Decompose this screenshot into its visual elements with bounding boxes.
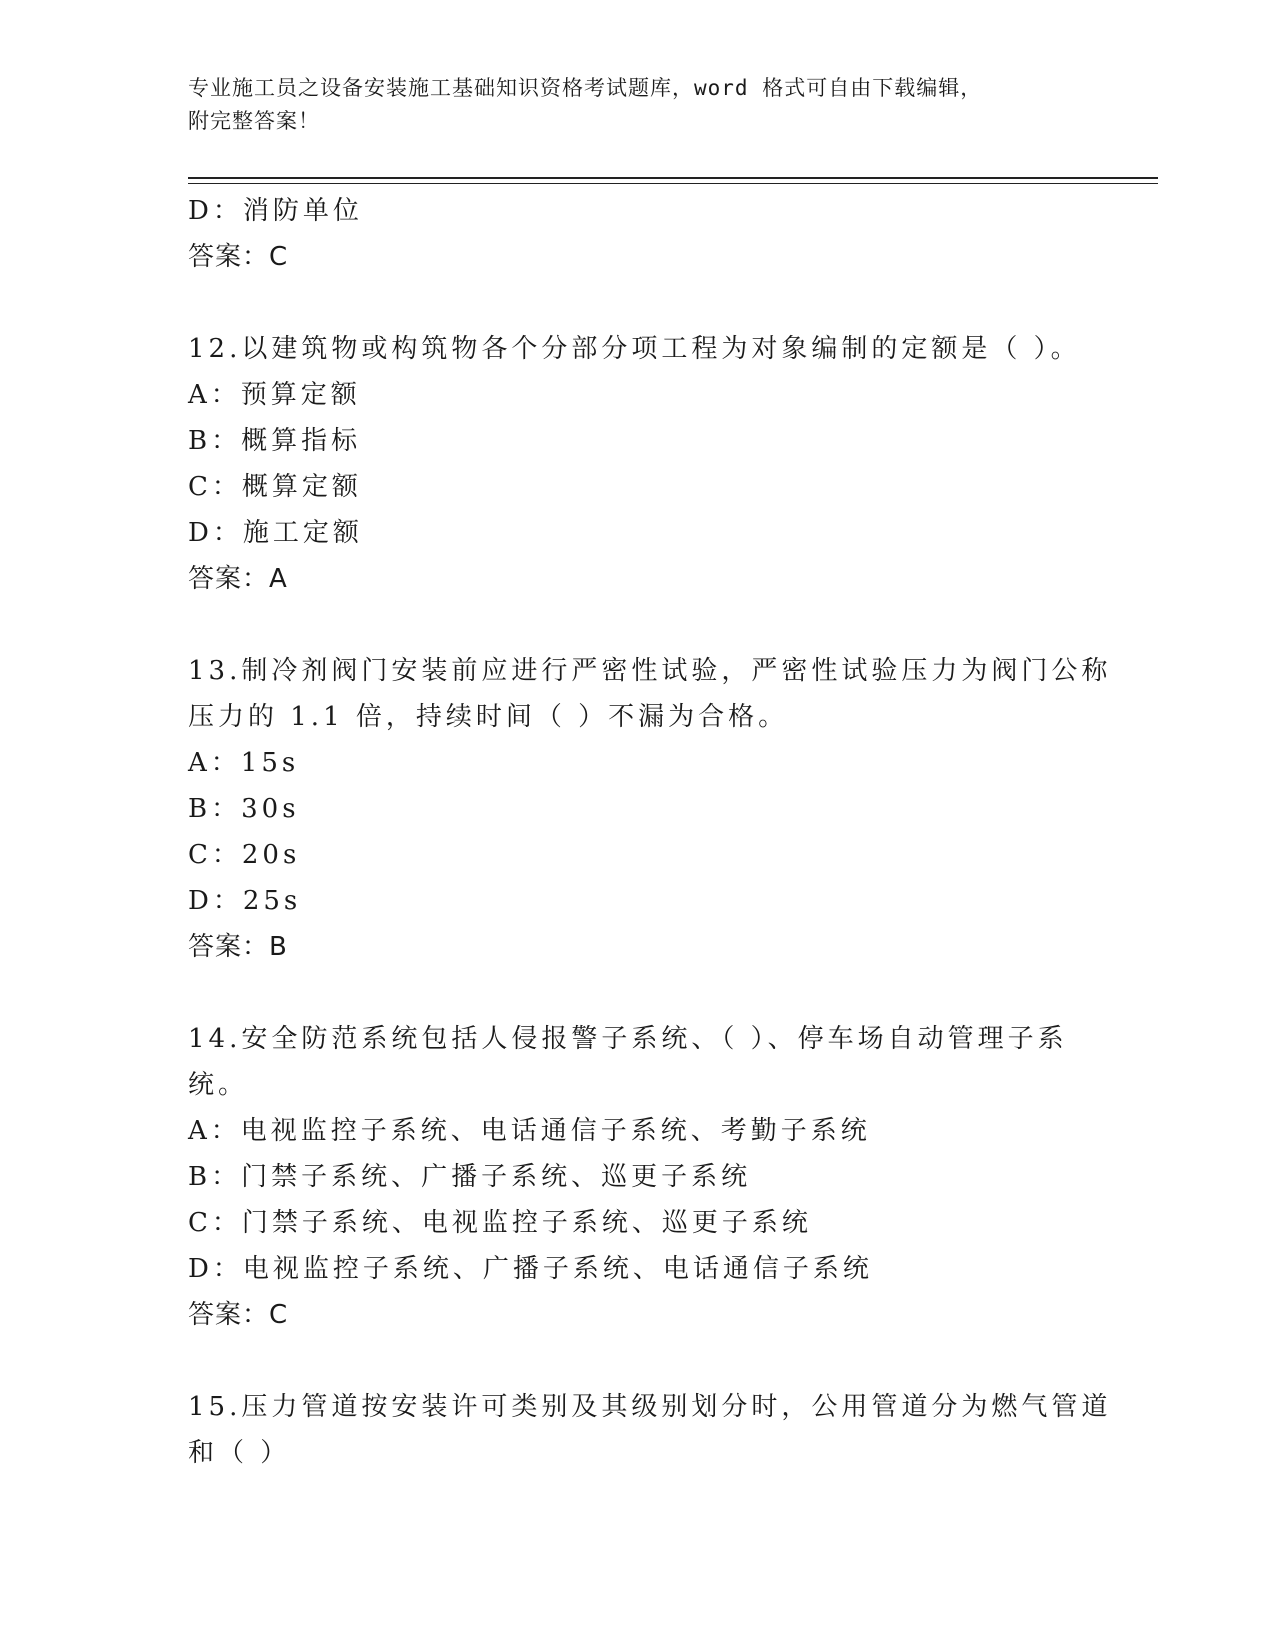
question-text-cont: 和（ ） [188, 1438, 291, 1468]
answer: 答案：A [188, 564, 288, 594]
option-d: D：消防单位 [188, 196, 363, 226]
option-c: C：门禁子系统、电视监控子系统、巡更子系统 [188, 1208, 812, 1238]
option-a: A：15s [188, 748, 300, 778]
question-list [188, 188, 1112, 1476]
option-c: C：概算定额 [188, 472, 362, 502]
question-12 [188, 326, 1088, 602]
option-a: A：电视监控子系统、电话通信子系统、考勤子系统 [188, 1116, 871, 1146]
option-c: C：20s [188, 840, 301, 870]
option-a: A：预算定额 [188, 380, 361, 410]
question-text-cont: 统。 [188, 1070, 249, 1100]
question-text-cont: 压力的 1.1 倍，持续时间（ ）不漏为合格。 [188, 702, 789, 732]
header-rule-thin [188, 183, 1158, 184]
option-d: D：25s [188, 886, 302, 916]
option-b: B：门禁子系统、广播子系统、巡更子系统 [188, 1162, 752, 1192]
option-b: B：30s [188, 794, 300, 824]
question-13 [188, 648, 1112, 970]
answer: 答案：B [188, 932, 288, 962]
option-b: B：概算指标 [188, 426, 362, 456]
question-text: 15.压力管道按安装许可类别及其级别划分时，公用管道分为燃气管道 [188, 1392, 1112, 1422]
header-line-1: 专业施工员之设备安装施工基础知识资格考试题库，word 格式可自由下载编辑， [188, 76, 983, 100]
answer: 答案：C [188, 1300, 289, 1330]
header-rule-thick [188, 177, 1158, 179]
option-d: D：电视监控子系统、广播子系统、电话通信子系统 [188, 1254, 873, 1284]
question-14 [188, 1016, 1088, 1338]
question-15 [188, 1384, 1112, 1476]
option-d: D：施工定额 [188, 518, 363, 548]
document-header [188, 72, 1068, 138]
question-text: 13.制冷剂阀门安装前应进行严密性试验，严密性试验压力为阀门公称 [188, 656, 1112, 686]
question-text: 14.安全防范系统包括人侵报警子系统、（ ）、停车场自动管理子系 [188, 1024, 1068, 1054]
answer: 答案：C [188, 242, 289, 272]
header-line-2: 附完整答案！ [188, 109, 320, 133]
question-text: 12.以建筑物或构筑物各个分部分项工程为对象编制的定额是（ ）。 [188, 334, 1081, 364]
